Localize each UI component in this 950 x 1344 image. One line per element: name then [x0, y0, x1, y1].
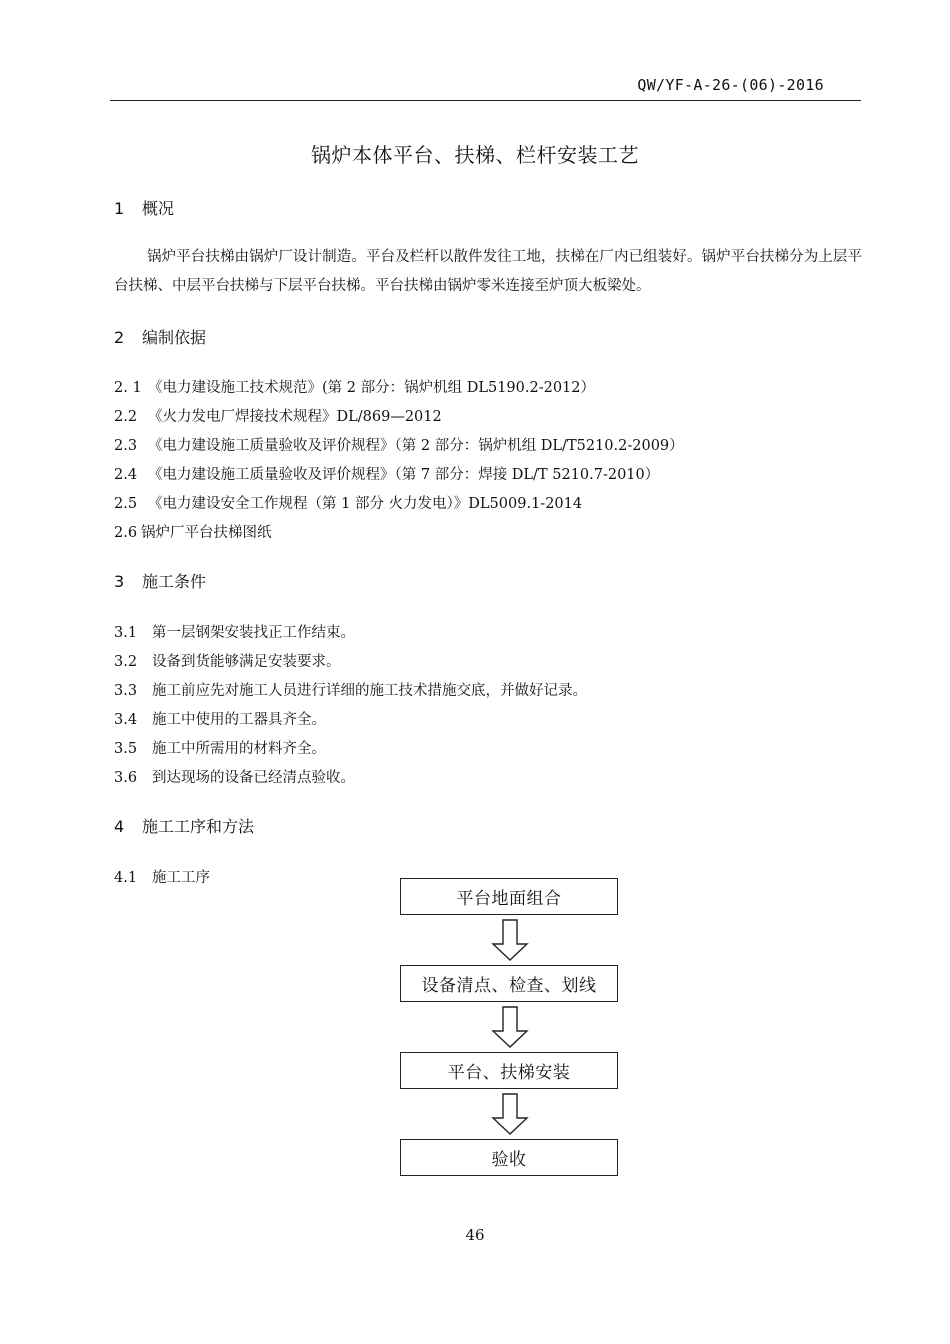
- list-item: [114, 650, 341, 671]
- item-text: 设备到货能够满足安装要求。: [152, 654, 341, 670]
- item-text: 施工工序: [152, 870, 210, 886]
- list-item: [114, 434, 684, 455]
- list-item: [114, 679, 587, 700]
- page-number: 46: [465, 1226, 485, 1244]
- down-arrow-icon: [490, 1005, 530, 1049]
- item-number: 4.1: [114, 870, 138, 886]
- item-text: 到达现场的设备已经清点验收。: [152, 770, 355, 786]
- section-title: 概况: [142, 199, 175, 218]
- item-text: 《火力发电厂焊接技术规程》DL/869—2012: [148, 409, 442, 425]
- item-number: 2.2: [114, 409, 138, 425]
- header-rule: [110, 100, 861, 101]
- item-number: 3.1: [114, 625, 138, 641]
- list-item: [114, 463, 659, 484]
- item-number: 2. 1: [114, 380, 142, 396]
- list-item: [114, 866, 210, 887]
- doc-code: QW/YF-A-26-(06)-2016: [637, 76, 824, 94]
- flow-step-4: 验收: [400, 1139, 618, 1176]
- section-number: 4: [114, 817, 125, 836]
- down-arrow-icon: [490, 1092, 530, 1136]
- item-number: 2.3: [114, 438, 138, 454]
- item-number: 2.5: [114, 496, 138, 512]
- page-title: 锅炉本体平台、扶梯、栏杆安装工艺: [311, 143, 639, 167]
- item-text: 《电力建设施工技术规范》(第 2 部分：锅炉机组 DL5190.2-2012）: [148, 380, 595, 396]
- item-text: 锅炉厂平台扶梯图纸: [141, 525, 272, 541]
- section-1-paragraph: 锅炉平台扶梯由锅炉厂设计制造。平台及栏杆以散件发往工地，扶梯在厂内已组装好。锅炉平台扶梯分为上层平台扶梯、中层平台扶梯与下层平台扶梯。平台扶梯由锅炉零米连接至炉顶大板梁处。: [114, 249, 862, 294]
- list-item: [114, 521, 272, 542]
- item-number: 2.6: [114, 525, 138, 541]
- item-text: 施工前应先对施工人员进行详细的施工技术措施交底，并做好记录。: [152, 683, 587, 699]
- item-number: 2.4: [114, 467, 138, 483]
- section-number: 1: [114, 199, 125, 218]
- item-number: 3.3: [114, 683, 138, 699]
- list-item: [114, 766, 355, 787]
- item-text: 施工中所需用的材料齐全。: [152, 741, 326, 757]
- flow-step-1: 平台地面组合: [400, 878, 618, 915]
- section-title: 施工工序和方法: [142, 817, 255, 836]
- item-number: 3.6: [114, 770, 138, 786]
- flow-step-3: 平台、扶梯安装: [400, 1052, 618, 1089]
- section-2-heading: [114, 325, 206, 348]
- section-4-heading: [114, 814, 254, 837]
- item-text: 《电力建设施工质量验收及评价规程》（第 7 部分：焊接 DL/T 5210.7-2010）: [148, 467, 660, 483]
- section-title: 编制依据: [142, 328, 207, 347]
- list-item: [114, 621, 355, 642]
- list-item: [114, 492, 582, 513]
- down-arrow-icon: [490, 918, 530, 962]
- list-item: [114, 376, 595, 397]
- item-text: 施工中使用的工器具齐全。: [152, 712, 326, 728]
- section-3-heading: [114, 569, 206, 592]
- item-text: 第一层钢架安装找正工作结束。: [152, 625, 355, 641]
- section-title: 施工条件: [142, 572, 207, 591]
- item-number: 3.2: [114, 654, 138, 670]
- section-number: 2: [114, 328, 125, 347]
- item-number: 3.4: [114, 712, 138, 728]
- list-item: [114, 708, 326, 729]
- item-text: 《电力建设安全工作规程（第 1 部分 火力发电）》DL5009.1-2014: [148, 496, 583, 512]
- section-1-heading: [114, 196, 174, 219]
- item-number: 3.5: [114, 741, 138, 757]
- list-item: [114, 405, 442, 426]
- flow-step-2: 设备清点、检查、划线: [400, 965, 618, 1002]
- section-number: 3: [114, 572, 125, 591]
- list-item: [114, 737, 326, 758]
- item-text: 《电力建设施工质量验收及评价规程》（第 2 部分：锅炉机组 DL/T5210.2-2009）: [148, 438, 684, 454]
